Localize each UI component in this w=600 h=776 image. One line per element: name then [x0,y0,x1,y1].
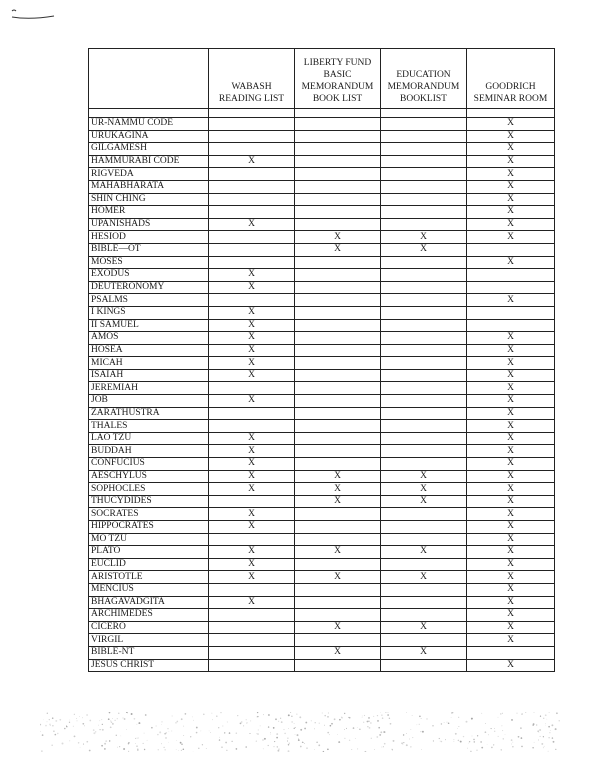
table-row [89,646,555,659]
checkmark-x-cell: X [381,470,467,483]
checkmark-x-cell: X [381,546,467,559]
header-liberty-fund-book-list [295,49,381,109]
work-name-cell: HAMMURABI CODE [89,155,209,168]
checkmark-x-cell: X [209,546,295,559]
checkmark-x-cell: X [295,495,381,508]
table-row [89,609,555,622]
table-row [89,558,555,571]
work-name-cell: II SAMUEL [89,319,209,332]
table-row [89,344,555,357]
table-row [89,596,555,609]
column-header-line: MEMORANDUM [387,82,460,92]
table-row [89,143,555,156]
table-row [89,130,555,143]
work-name-cell: VIRGIL [89,634,209,647]
empty-cell [295,218,381,231]
corner-pen-mark [10,8,56,20]
empty-cell [209,609,295,622]
empty-cell [381,294,467,307]
empty-cell [295,180,381,193]
work-name-cell: RIGVEDA [89,168,209,181]
empty-cell [381,155,467,168]
checkmark-x-cell: X [467,558,555,571]
empty-cell [295,659,381,672]
table-row [89,659,555,672]
empty-cell [295,521,381,534]
work-name-cell: DEUTERONOMY [89,281,209,294]
empty-cell [209,495,295,508]
checkmark-x-cell: X [295,571,381,584]
work-name-cell: BHAGAVADGITA [89,596,209,609]
table-row [89,395,555,408]
work-name-cell: MOSES [89,256,209,269]
work-name-cell: MO TZU [89,533,209,546]
work-name-cell: BIBLE—OT [89,243,209,256]
work-name-cell: HESIOD [89,231,209,244]
checkmark-x-cell: X [209,306,295,319]
work-name-cell: HIPPOCRATES [89,521,209,534]
checkmark-x-cell: X [467,344,555,357]
work-name-cell: PSALMS [89,294,209,307]
table-row [89,180,555,193]
column-header-line: BOOKLIST [400,94,447,104]
table-row [89,521,555,534]
empty-cell [467,319,555,332]
checkmark-x-cell: X [467,546,555,559]
checkmark-x-cell: X [381,483,467,496]
checkmark-x-cell: X [467,458,555,471]
checkmark-x-cell: X [467,231,555,244]
checkmark-x-cell: X [209,357,295,370]
empty-cell [295,319,381,332]
work-name-cell: CONFUCIUS [89,458,209,471]
header-wabash-reading-list [209,49,295,109]
checkmark-x-cell: X [209,445,295,458]
spacer-row [89,109,555,118]
work-name-cell: HOSEA [89,344,209,357]
empty-cell [209,659,295,672]
checkmark-x-cell: X [467,130,555,143]
checkmark-x-cell: X [467,571,555,584]
empty-cell [209,168,295,181]
work-name-cell: JESUS CHRIST [89,659,209,672]
empty-cell [381,596,467,609]
empty-cell [381,395,467,408]
column-header-line: WABASH [231,82,272,92]
checkmark-x-cell: X [467,395,555,408]
empty-cell [295,558,381,571]
checkmark-x-cell: X [209,319,295,332]
checkmark-x-cell: X [209,571,295,584]
reading-list-table [88,48,555,672]
table-row [89,357,555,370]
empty-cell [295,118,381,131]
empty-cell [381,269,467,282]
checkmark-x-cell: X [467,218,555,231]
table-row [89,369,555,382]
checkmark-x-cell: X [467,583,555,596]
empty-cell [381,130,467,143]
empty-cell [295,395,381,408]
table-row [89,332,555,345]
empty-cell [381,533,467,546]
work-name-cell: EXODUS [89,269,209,282]
work-name-cell: BIBLE-NT [89,646,209,659]
checkmark-x-cell: X [209,281,295,294]
checkmark-x-cell: X [295,546,381,559]
empty-cell [209,243,295,256]
header-education-memorandum-booklist [381,49,467,109]
work-name-cell: MICAH [89,357,209,370]
checkmark-x-cell: X [467,206,555,219]
header-row [89,49,555,109]
empty-cell [381,193,467,206]
empty-cell [295,256,381,269]
empty-cell [295,407,381,420]
empty-cell [381,332,467,345]
work-name-cell: UPANISHADS [89,218,209,231]
table-row [89,155,555,168]
checkmark-x-cell: X [209,218,295,231]
empty-cell [381,432,467,445]
empty-cell [295,609,381,622]
empty-cell [381,558,467,571]
empty-cell [209,407,295,420]
checkmark-x-cell: X [209,369,295,382]
table-row [89,243,555,256]
checkmark-x-cell: X [209,483,295,496]
empty-cell [381,168,467,181]
empty-cell [295,344,381,357]
empty-cell [209,256,295,269]
checkmark-x-cell: X [467,294,555,307]
empty-cell [381,281,467,294]
empty-cell [381,256,467,269]
checkmark-x-cell: X [467,168,555,181]
work-name-cell: AESCHYLUS [89,470,209,483]
empty-cell [295,269,381,282]
checkmark-x-cell: X [381,231,467,244]
empty-cell [381,521,467,534]
table-row [89,206,555,219]
column-header-line: GOODRICH [485,82,536,92]
checkmark-x-cell: X [467,357,555,370]
work-name-cell: SHIN CHING [89,193,209,206]
checkmark-x-cell: X [467,332,555,345]
work-name-cell: GILGAMESH [89,143,209,156]
work-name-cell: BUDDAH [89,445,209,458]
table-row [89,458,555,471]
table-row [89,218,555,231]
column-header-line: READING LIST [218,94,285,104]
empty-cell [381,445,467,458]
table-row [89,193,555,206]
empty-cell [381,583,467,596]
table-row [89,231,555,244]
empty-cell [209,533,295,546]
table-row [89,495,555,508]
checkmark-x-cell: X [209,508,295,521]
checkmark-x-cell: X [467,596,555,609]
column-header-line: SEMINAR ROOM [473,94,548,104]
checkmark-x-cell: X [467,155,555,168]
checkmark-x-cell: X [381,495,467,508]
empty-cell [209,634,295,647]
work-name-cell: MENCIUS [89,583,209,596]
checkmark-x-cell: X [209,458,295,471]
checkmark-x-cell: X [209,432,295,445]
empty-cell [381,344,467,357]
empty-cell [209,420,295,433]
checkmark-x-cell: X [295,621,381,634]
empty-cell [381,306,467,319]
empty-cell [209,231,295,244]
table-row [89,281,555,294]
empty-cell [295,596,381,609]
empty-cell [295,306,381,319]
empty-cell [209,583,295,596]
scan-speckle-noise [40,712,560,752]
empty-cell [209,180,295,193]
checkmark-x-cell: X [467,609,555,622]
empty-cell [295,155,381,168]
checkmark-x-cell: X [209,470,295,483]
table-row [89,432,555,445]
checkmark-x-cell: X [295,646,381,659]
empty-cell [295,634,381,647]
checkmark-x-cell: X [209,332,295,345]
column-header-line: BASIC [323,70,352,80]
table-row [89,256,555,269]
empty-cell [381,118,467,131]
table-row [89,546,555,559]
column-header-line: MEMORANDUM [301,82,374,92]
empty-cell [209,382,295,395]
checkmark-x-cell: X [209,344,295,357]
table-row [89,470,555,483]
checkmark-x-cell: X [467,420,555,433]
table-row [89,269,555,282]
work-name-cell: ARISTOTLE [89,571,209,584]
empty-cell [295,432,381,445]
work-name-cell: SOCRATES [89,508,209,521]
table-row [89,634,555,647]
work-name-cell: URUKAGINA [89,130,209,143]
empty-cell [467,646,555,659]
empty-cell [381,357,467,370]
checkmark-x-cell: X [209,558,295,571]
checkmark-x-cell: X [467,369,555,382]
work-name-cell: LAO TZU [89,432,209,445]
checkmark-x-cell: X [467,118,555,131]
empty-cell [295,533,381,546]
work-name-cell: JEREMIAH [89,382,209,395]
empty-cell [295,193,381,206]
table-row [89,508,555,521]
empty-cell [381,143,467,156]
empty-cell [295,281,381,294]
checkmark-x-cell: X [381,243,467,256]
checkmark-x-cell: X [467,521,555,534]
work-name-cell: MAHABHARATA [89,180,209,193]
header-blank-cell [89,49,209,109]
empty-cell [381,508,467,521]
empty-cell [209,118,295,131]
empty-cell [295,508,381,521]
column-header-line: LIBERTY FUND [303,58,372,68]
empty-cell [209,206,295,219]
empty-cell [467,281,555,294]
empty-cell [209,294,295,307]
checkmark-x-cell: X [467,495,555,508]
checkmark-x-cell: X [381,621,467,634]
work-name-cell: EUCLID [89,558,209,571]
table-body [89,109,555,672]
column-header-line: EDUCATION [396,70,451,80]
empty-cell [209,193,295,206]
empty-cell [381,420,467,433]
empty-cell [295,143,381,156]
work-name-cell: THALES [89,420,209,433]
empty-cell [381,659,467,672]
checkmark-x-cell: X [467,634,555,647]
checkmark-x-cell: X [467,659,555,672]
empty-cell [381,458,467,471]
empty-cell [467,306,555,319]
checkmark-x-cell: X [381,646,467,659]
empty-cell [381,180,467,193]
table-row [89,533,555,546]
checkmark-x-cell: X [295,243,381,256]
work-name-cell: ARCHIMEDES [89,609,209,622]
table-row [89,168,555,181]
checkmark-x-cell: X [467,445,555,458]
empty-cell [295,357,381,370]
column-header-line: BOOK LIST [312,94,363,104]
table-row [89,420,555,433]
empty-cell [295,332,381,345]
empty-cell [295,206,381,219]
empty-cell [381,382,467,395]
work-name-cell: PLATO [89,546,209,559]
checkmark-x-cell: X [209,155,295,168]
work-name-cell: JOB [89,395,209,408]
work-name-cell: ISAIAH [89,369,209,382]
table-row [89,118,555,131]
table-row [89,445,555,458]
empty-cell [209,646,295,659]
empty-cell [209,143,295,156]
table-row [89,483,555,496]
work-name-cell: SOPHOCLES [89,483,209,496]
work-name-cell: I KINGS [89,306,209,319]
empty-cell [381,407,467,420]
checkmark-x-cell: X [467,193,555,206]
empty-cell [381,206,467,219]
empty-cell [295,130,381,143]
table-row [89,294,555,307]
empty-cell [381,218,467,231]
empty-cell [295,420,381,433]
checkmark-x-cell: X [209,395,295,408]
checkmark-x-cell: X [467,508,555,521]
empty-cell [381,319,467,332]
empty-cell [295,445,381,458]
table-row [89,621,555,634]
header-goodrich-seminar-room [467,49,555,109]
work-name-cell: THUCYDIDES [89,495,209,508]
work-name-cell: UR-NAMMU CODE [89,118,209,131]
empty-cell [209,621,295,634]
table-row [89,571,555,584]
table-row [89,583,555,596]
empty-cell [295,458,381,471]
empty-cell [209,130,295,143]
checkmark-x-cell: X [467,483,555,496]
checkmark-x-cell: X [295,231,381,244]
checkmark-x-cell: X [467,432,555,445]
work-name-cell: HOMER [89,206,209,219]
empty-cell [467,243,555,256]
checkmark-x-cell: X [295,483,381,496]
work-name-cell: AMOS [89,332,209,345]
checkmark-x-cell: X [209,596,295,609]
empty-cell [295,369,381,382]
table-row [89,306,555,319]
checkmark-x-cell: X [467,621,555,634]
empty-cell [381,609,467,622]
empty-cell [381,634,467,647]
table-row [89,319,555,332]
empty-cell [467,269,555,282]
table-row [89,407,555,420]
checkmark-x-cell: X [467,256,555,269]
checkmark-x-cell: X [209,269,295,282]
empty-cell [295,583,381,596]
checkmark-x-cell: X [295,470,381,483]
table-row [89,382,555,395]
empty-cell [295,382,381,395]
checkmark-x-cell: X [381,571,467,584]
checkmark-x-cell: X [467,143,555,156]
checkmark-x-cell: X [467,382,555,395]
empty-cell [295,294,381,307]
checkmark-x-cell: X [467,407,555,420]
checkmark-x-cell: X [467,533,555,546]
work-name-cell: ZARATHUSTRA [89,407,209,420]
empty-cell [381,369,467,382]
checkmark-x-cell: X [467,180,555,193]
empty-cell [295,168,381,181]
checkmark-x-cell: X [209,521,295,534]
work-name-cell: CICERO [89,621,209,634]
checkmark-x-cell: X [467,470,555,483]
